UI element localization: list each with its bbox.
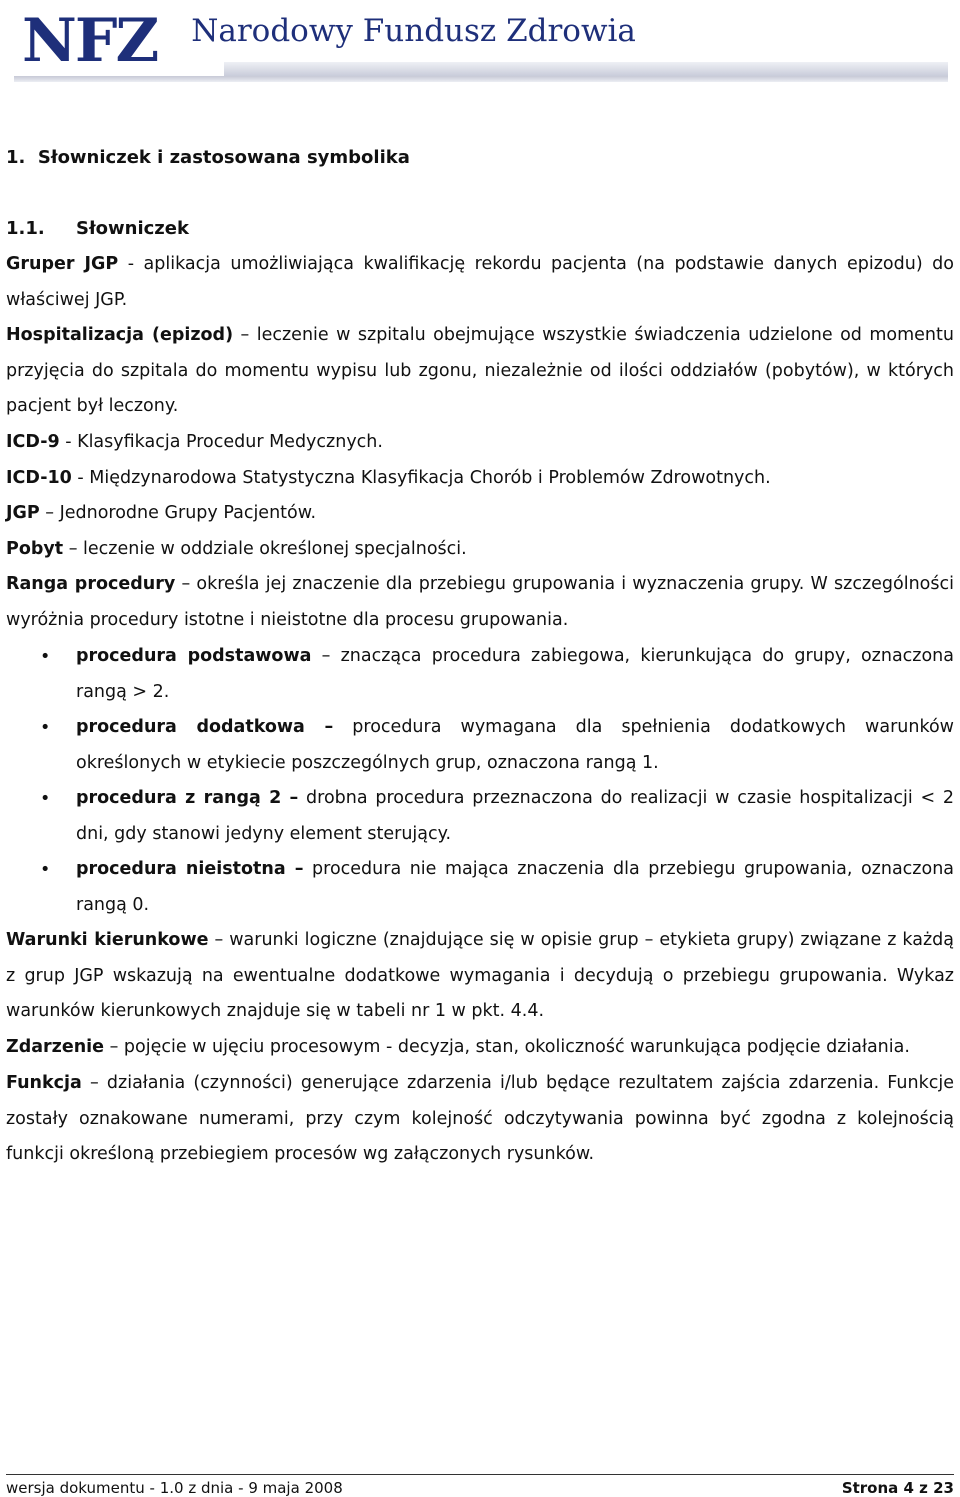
entry-jgp (6, 496, 954, 532)
term: procedura podstawowa (76, 646, 312, 666)
entry-pobyt (6, 532, 954, 568)
term: procedura z rangą 2 – (76, 788, 299, 808)
org-name: Narodowy Fundusz Zdrowia (191, 13, 636, 49)
document-header (14, 4, 948, 80)
entry-warunki-kierunkowe (6, 923, 954, 1030)
definition: - aplikacja umożliwiająca kwalifikację rekordu pacjenta (na podstawie danych epizodu) do właściwej JGP. (6, 254, 954, 310)
bullet-symbol: • (40, 647, 51, 667)
section-title: Słowniczek i zastosowana symbolika (37, 147, 410, 168)
term: Gruper JGP (6, 254, 119, 274)
bullet-symbol: • (40, 860, 51, 880)
entry-icd10 (6, 461, 954, 497)
subsection-number: 1.1. (6, 218, 45, 239)
list-item (76, 852, 954, 923)
header-logo-row (14, 4, 948, 78)
definition: procedura nie mająca znaczenia dla przebiegu grupowania, oznaczona rangą 0. (76, 859, 955, 915)
term: Ranga procedury (6, 574, 176, 594)
section-number: 1. (6, 147, 26, 168)
definition: procedura wymagana dla spełnienia dodatkowych warunków określonych w etykiecie poszczególnych grup, oznaczona rangą 1. (76, 717, 954, 773)
document-version: wersja dokumentu - 1.0 z dnia - 9 maja 2008 (6, 1479, 343, 1497)
list-item (76, 710, 954, 781)
term: Pobyt (6, 539, 64, 559)
definition: – Jednorodne Grupy Pacjentów. (39, 503, 317, 523)
term: ICD-9 (6, 432, 60, 452)
nfz-logo: NFZ (22, 6, 158, 76)
term: Warunki kierunkowe (6, 930, 209, 950)
entry-funkcja (6, 1066, 954, 1173)
term: Hospitalizacja (epizod) (6, 325, 234, 345)
term: JGP (6, 503, 40, 523)
list-item (76, 639, 954, 710)
definition: – pojęcie w ujęciu procesowym - decyzja, stan, okoliczność warunkująca podjęcie działania. (104, 1037, 910, 1057)
entry-gruper (6, 247, 954, 318)
entry-ranga (6, 567, 954, 638)
subsection-heading (6, 218, 189, 239)
term: Zdarzenie (6, 1037, 105, 1057)
definition: – leczenie w szpitalu obejmujące wszystkie świadczenia udzielone od momentu przyjęcia do szpitala do momentu wypisu lub zgonu, niezależnie od ilości oddziałów (pobytów), w których pacjent był leczony. (6, 325, 954, 417)
term: Funkcja (6, 1073, 82, 1093)
bullet-symbol: • (40, 789, 51, 809)
entry-icd9 (6, 425, 954, 461)
term: procedura nieistotna – (76, 859, 304, 879)
term: procedura dodatkowa – (76, 717, 334, 737)
definition: – określa jej znaczenie dla przebiegu grupowania i wyznaczenia grupy. W szczególności wyróżnia procedury istotne i nieistotne dla procesu grupowania. (6, 574, 954, 630)
term: ICD-10 (6, 468, 72, 488)
list-item (76, 781, 954, 852)
definition: – warunki logiczne (znajdujące się w opisie grup – etykieta grupy) związane z każdą z grup JGP wskazują na ewentualne dodatkowe wymagania i decydują o przebiegu grupowania. Wykaz warunków kierunkowych znajduje się w tabeli nr 1 w pkt. 4.4. (6, 930, 954, 1022)
entry-hospitalizacja (6, 318, 954, 425)
footer-rule (6, 1474, 954, 1475)
definition: – znacząca procedura zabiegowa, kierunkująca do grupy, oznaczona rangą > 2. (76, 646, 955, 702)
definition: – działania (czynności) generujące zdarzenia i/lub będące rezultatem zajścia zdarzenia. Funkcje zostały oznakowane numerami, przy czym kolejność odczytywania powinna być zgodna z kolejnością funkcji określoną przebiegiem procesów wg załączonych rysunków. (6, 1073, 954, 1165)
entry-zdarzenie (6, 1030, 954, 1066)
definition: – leczenie w oddziale określonej specjalności. (63, 539, 467, 559)
section-heading (6, 147, 410, 168)
subsection-title: Słowniczek (76, 218, 189, 239)
definition: - Klasyfikacja Procedur Medycznych. (59, 432, 383, 452)
definition: drobna procedura przeznaczona do realizacji w czasie hospitalizacji < 2 dni, gdy stanowi jedyny element sterujący. (76, 788, 954, 844)
definition: - Międzynarodowa Statystyczna Klasyfikacja Chorób i Problemów Zdrowotnych. (71, 468, 771, 488)
page-footer (6, 1474, 954, 1497)
bullet-symbol: • (40, 718, 51, 738)
page-number: Strona 4 z 23 (841, 1479, 954, 1497)
